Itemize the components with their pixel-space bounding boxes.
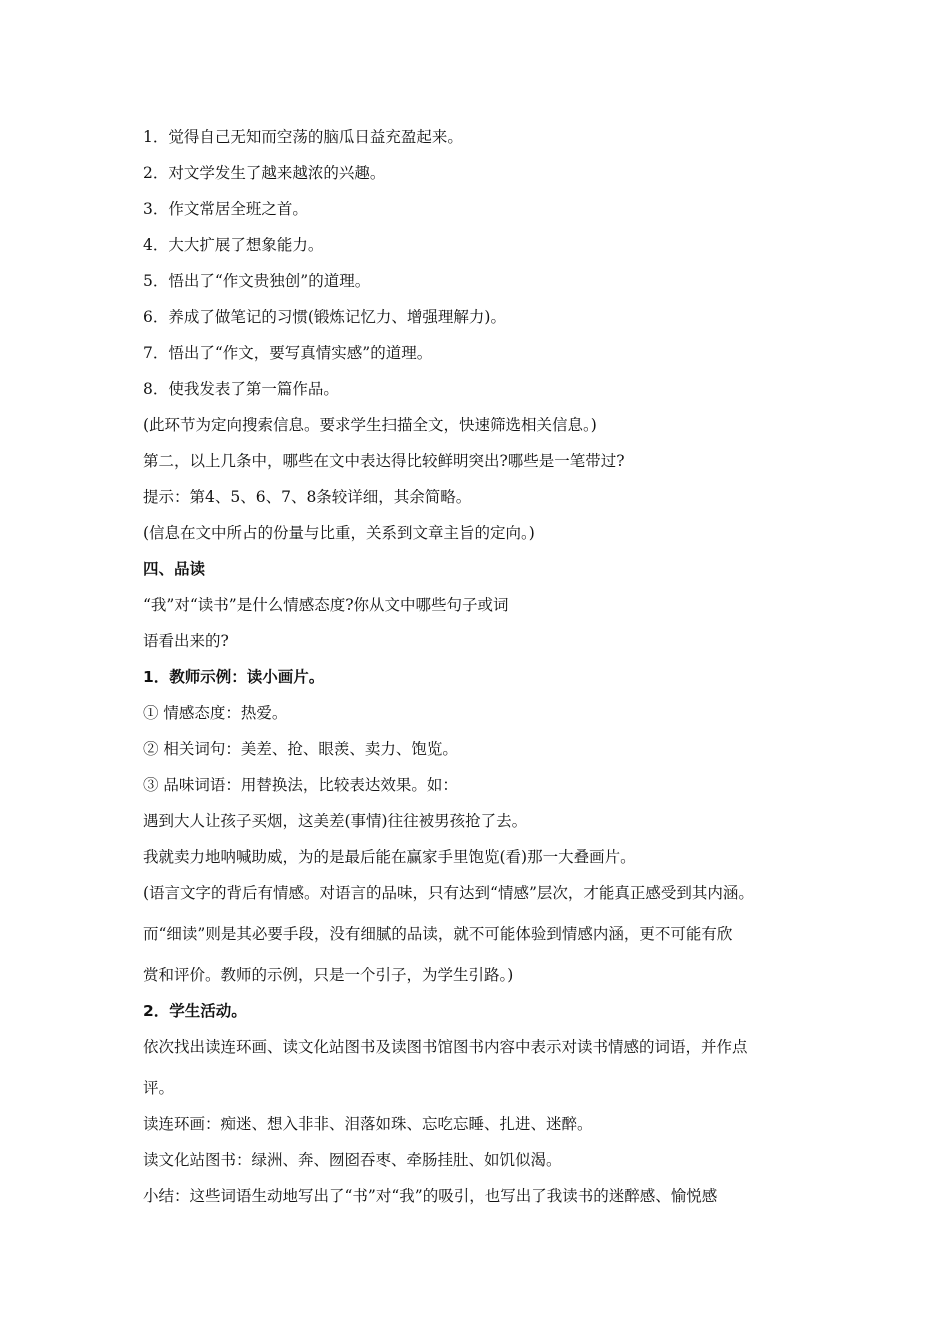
- subsection-heading: 1．教师示例：读小画片。: [143, 668, 325, 686]
- activity-paragraph-continued: 评。: [143, 1079, 175, 1097]
- list-item-4: 4．大大扩展了想象能力。: [143, 236, 324, 254]
- note-paragraph: (此环节为定向搜索信息。要求学生扫描全文，快速筛选相关信息。): [143, 416, 597, 434]
- list-item-3: 3．作文常居全班之首。: [143, 200, 308, 218]
- summary-paragraph: 小结：这些词语生动地写出了“书”对“我”的吸引，也写出了我读书的迷醉感、愉悦感: [143, 1187, 718, 1205]
- word-list: 读连环画：痴迷、想入非非、泪落如珠、忘吃忘睡、扎进、迷醉。: [143, 1115, 593, 1133]
- subsection-heading: 2．学生活动。: [143, 1002, 247, 1020]
- section-heading: 四、品读: [143, 560, 206, 578]
- note-paragraph-continued: 赏和评价。教师的示例，只是一个引子，为学生引路。): [143, 966, 514, 984]
- list-item-1: 1．觉得自己无知而空荡的脑瓜日益充盈起来。: [143, 128, 463, 146]
- note-paragraph: (信息在文中所占的份量与比重，关系到文章主旨的定向。): [143, 524, 535, 542]
- list-item: ② 相关词句：美差、抢、眼羡、卖力、饱览。: [143, 740, 458, 758]
- list-item-7: 7．悟出了“作文，要写真情实感”的道理。: [143, 344, 433, 362]
- list-item-6: 6．养成了做笔记的习惯(锻炼记忆力、增强理解力)。: [143, 308, 506, 326]
- list-item-5: 5．悟出了“作文贵独创”的道理。: [143, 272, 371, 290]
- list-item-2: 2．对文学发生了越来越浓的兴趣。: [143, 164, 386, 182]
- example-sentence: 遇到大人让孩子买烟，这美差(事情)往往被男孩抢了去。: [143, 812, 528, 830]
- activity-paragraph: 依次找出读连环画、读文化站图书及读图书馆图书内容中表示对读书情感的词语，并作点: [143, 1038, 748, 1056]
- question-paragraph: 第二，以上几条中，哪些在文中表达得比较鲜明突出?哪些是一笔带过?: [143, 452, 625, 470]
- question-paragraph: “我”对“读书”是什么情感态度?你从文中哪些句子或词: [143, 596, 509, 614]
- note-paragraph-continued: 而“细读”则是其必要手段，没有细腻的品读，就不可能体验到情感内涵，更不可能有欣: [143, 925, 733, 943]
- note-paragraph: (语言文字的背后有情感。对语言的品味，只有达到“情感”层次，才能真正感受到其内涵。: [143, 884, 754, 902]
- list-item: ① 情感态度：热爱。: [143, 704, 288, 722]
- question-paragraph-continued: 语看出来的?: [143, 632, 229, 650]
- word-list: 读文化站图书：绿洲、奔、囫囵吞枣、牵肠挂肚、如饥似渴。: [143, 1151, 562, 1169]
- list-item-8: 8．使我发表了第一篇作品。: [143, 380, 339, 398]
- list-item: ③ 品味词语：用替换法，比较表达效果。如：: [143, 776, 458, 794]
- example-sentence: 我就卖力地呐喊助威，为的是最后能在赢家手里饱览(看)那一大叠画片。: [143, 848, 636, 866]
- hint-paragraph: 提示：第4、5、6、7、8条较详细，其余简略。: [143, 488, 472, 506]
